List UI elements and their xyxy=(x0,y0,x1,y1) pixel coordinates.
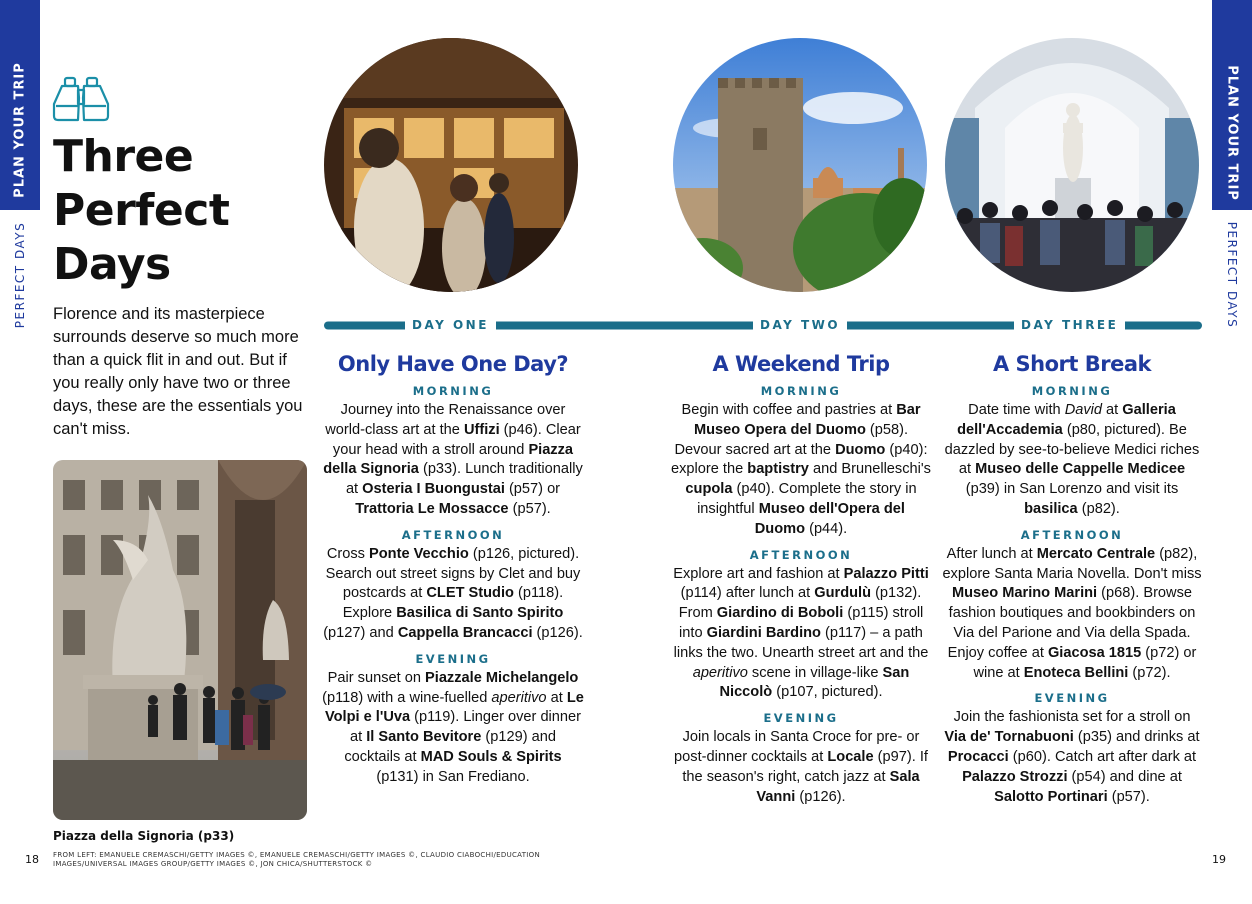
intro-text: Florence and its masterpiece surrounds deserve so much more than a quick flit in and out. But if you really only have two or three days, these are the essentials you can't miss. xyxy=(53,305,303,438)
binoculars-icon xyxy=(52,76,110,124)
section-label-right: PERFECT DAYS xyxy=(1225,221,1239,329)
day-one-heading: Only Have One Day? xyxy=(337,352,569,376)
day-two-heading: A Weekend Trip xyxy=(712,352,890,376)
day-one-afternoon-text: Cross Ponte Vecchio (p126, pictured). Search out street signs by Clet and buy postcards at CLET Studio (p118). Explore Basilica di Santo Spirito (p127) and Cappella Brancacci (p126). xyxy=(323,545,583,641)
day-three-column xyxy=(942,348,1202,815)
page-number-left: 18 xyxy=(25,853,39,866)
plan-your-trip-tab-right: PLAN YOUR TRIP xyxy=(1224,65,1240,201)
day-two-afternoon-text: Explore art and fashion at Palazzo Pitti (p114) after lunch at Gurdulù (p132). From Giardino di Boboli (p115) stroll into Giardini Bardino (p117) – a path links the two. Unearth street art and the aperitivo scene in village-like San Niccolò (p107, pictured). xyxy=(673,565,929,701)
title-line-2: Perfect xyxy=(53,185,230,236)
day-three-afternoon-text: After lunch at Mercato Centrale (p82), explore Santa Maria Novella. Don't miss Museo Marino Marini (p68). Browse fashion boutiques and bookbinders on Via del Parione and Via della Spada. Enjoy coffee at Giacosa 1815 (p72) or wine at Enoteca Bellini (p72). xyxy=(942,545,1202,681)
day-two-label: DAY TWO xyxy=(753,318,847,332)
day-three-label: DAY THREE xyxy=(1014,318,1125,332)
photo-credits: FROM LEFT: EMANUELE CREMASCHI/GETTY IMAGES ©, EMANUELE CREMASCHI/GETTY IMAGES ©, CLAUDIO CIABOCHI/EDUCATION IMAGES/UNIVERSAL IMAGES GROUP/GETTY IMAGES ©, JON CHICA/SHUTTERSTOCK © xyxy=(53,851,541,868)
ponte-vecchio-photo xyxy=(324,38,578,292)
day-one-evening-label: EVENING xyxy=(415,651,491,666)
day-one-label: DAY ONE xyxy=(405,318,496,332)
title-line-3: Days xyxy=(53,239,171,290)
day-one-morning-text: Journey into the Renaissance over world-class art at the Uffizi (p46). Clear your head with a stroll around Piazza della Signoria (p33). Lunch traditionally at Osteria I Buongustai (p57) or Trattoria Le Mossacce (p57). xyxy=(323,402,583,517)
page-number-right: 19 xyxy=(1212,853,1226,866)
day-two-afternoon-label: AFTERNOON xyxy=(749,547,853,562)
day-three-evening-label: EVENING xyxy=(1034,691,1110,706)
day-three-heading: A Short Break xyxy=(992,352,1151,376)
day-one-afternoon-label: AFTERNOON xyxy=(401,527,505,542)
day-two-evening-text: Join locals in Santa Croce for pre- or post-dinner cocktails at Locale (p97). If the season's right, catch jazz at Sala Vanni (p126). xyxy=(674,729,928,805)
day-three-afternoon-label: AFTERNOON xyxy=(1020,527,1124,542)
galleria-accademia-david-photo xyxy=(945,38,1199,292)
plan-your-trip-tab-left: PLAN YOUR TRIP xyxy=(12,62,28,198)
title-line-1: Three xyxy=(53,131,194,182)
day-three-morning-text: Date time with David at Galleria dell'Accademia (p80, pictured). Be dazzled by see-to-believe Medici riches at Museo delle Cappelle Medicee (p39) in San Lorenzo and visit its basilica (p82). xyxy=(944,402,1200,517)
section-label-left: PERFECT DAYS xyxy=(13,221,27,329)
photo-caption: Piazza della Signoria (p33) xyxy=(53,829,235,843)
day-two-column xyxy=(670,348,932,815)
day-two-morning-label: MORNING xyxy=(760,384,842,398)
day-one-column xyxy=(322,348,584,796)
day-two-evening-label: EVENING xyxy=(763,711,839,726)
page-title xyxy=(53,130,313,292)
day-one-morning-label: MORNING xyxy=(412,384,494,398)
day-one-evening-text: Pair sunset on Piazzale Michelangelo (p118) with a wine-fuelled aperitivo at Le Volpi e l'Uva (p119). Linger over dinner at Il Santo Bevitore (p129) and cocktails at MAD Souls & Spirits (p131) in San Frediano. xyxy=(322,669,584,785)
san-niccolo-tower-photo xyxy=(673,38,927,292)
day-two-morning-text: Begin with coffee and pastries at Bar Museo Opera del Duomo (p58). Devour sacred art at the Duomo (p40): explore the baptistry and Brunelleschi's cupola (p40). Complete the story in insightful Museo dell'Opera del Duomo (p44). xyxy=(671,402,931,537)
piazza-della-signoria-photo xyxy=(53,460,307,820)
day-three-evening-text: Join the fashionista set for a stroll on Via de' Tornabuoni (p35) and drinks at Procacci (p60). Catch art after dark at Palazzo Strozzi (p54) and dine at Salotto Portinari (p57). xyxy=(944,709,1200,805)
day-three-morning-label: MORNING xyxy=(1031,384,1113,398)
